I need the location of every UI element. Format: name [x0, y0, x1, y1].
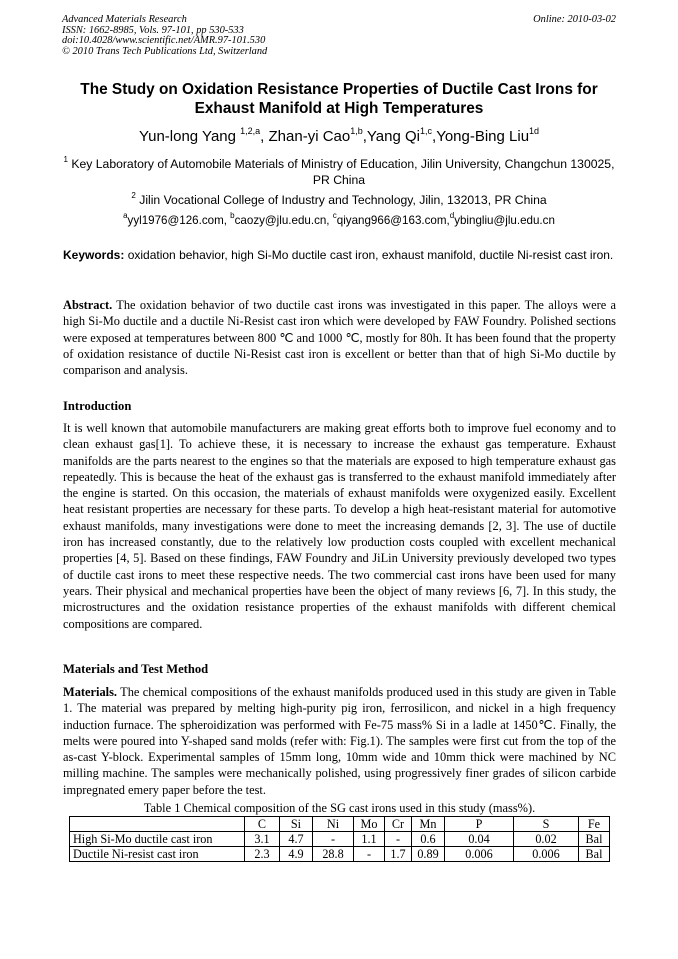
table-header-cell: [70, 817, 245, 832]
table-cell: 0.04: [445, 832, 514, 847]
affiliation-number: 2: [131, 191, 136, 200]
materials-heading: Materials and Test Method: [63, 662, 209, 676]
table-header-row: [70, 817, 610, 832]
keywords-text: oxidation behavior, high Si-Mo ductile cast iron, exhaust manifold, ductile Ni-resist cast iron.: [124, 248, 614, 262]
author-affiliation-mark: 1d: [529, 126, 540, 136]
table-cell: 2.3: [245, 847, 280, 862]
doi-line: doi:10.4028/www.scientific.net/AMR.97-101.530: [62, 35, 266, 47]
composition-table: [69, 816, 610, 862]
table-cell: 1.7: [385, 847, 412, 862]
table-cell: 0.006: [445, 847, 514, 862]
author-list: Yun-long Yang $^{1,2,a}$, Zhan-yi Cao$^{1,b}$,Yang Qi$^{1,c}$,Yong-Bing Liu$^{1d}$: [138, 126, 540, 145]
table-cell: 0.89: [412, 847, 445, 862]
copyright-line: © 2010 Trans Tech Publications Ltd, Switzerland: [62, 45, 268, 57]
title-line-2: Exhaust Manifold at High Temperatures: [194, 100, 484, 117]
table-cell: High Si-Mo ductile cast iron: [70, 832, 245, 847]
email-mark: a: [123, 211, 128, 220]
materials-paragraph: [63, 684, 616, 798]
table-header-cell: C: [245, 817, 280, 832]
affiliation-text: Jilin Vocational College of Industry and Technology, Jilin, 132013, PR China: [139, 193, 547, 207]
table-cell: 0.006: [514, 847, 579, 862]
journal-name: Advanced Materials Research: [62, 14, 187, 25]
author-affiliation-mark: 1,2,a: [240, 126, 261, 136]
table-cell: Bal: [579, 847, 610, 862]
email-address[interactable]: ybingliu@jlu.edu.cn: [454, 214, 555, 227]
table-cell: Bal: [579, 832, 610, 847]
author-emails: [60, 213, 618, 229]
table-cell: -: [385, 832, 412, 847]
materials-text: The chemical compositions of the exhaust manifolds produced used in this study are given in Table 1. The material was prepared by melting high-purity pig iron, ferrosilicon, and nickel in a high frequency induction furnace. The spheroidization was performed with Fe-75 mass% Si in a ladle at 1450℃. Finally, the melts were poured into Y-shaped sand molds (refer with: Fig.1). The samples were first cut from the top of the as-cast Y-block. Experimental samples of 15mm long, 10mm wide and 10mm thick were machined by NC milling machine. The samples were mechanically polished, using progressively finer grades of silicon carbide impregnated emery paper before the test.: [63, 685, 616, 797]
online-date: Online: 2010-03-02: [533, 14, 616, 25]
table-caption: Table 1 Chemical composition of the SG cast irons used in this study (mass%).: [143, 801, 536, 815]
table-header-cell: S: [514, 817, 579, 832]
table-row: [70, 832, 610, 847]
keywords: [63, 248, 616, 263]
title-line-1: The Study on Oxidation Resistance Properties of Ductile Cast Irons for: [80, 81, 598, 98]
table-cell: 4.9: [280, 847, 313, 862]
table-header-cell: Fe: [579, 817, 610, 832]
paper-title: [40, 80, 638, 118]
table-header-cell: Ni: [313, 817, 354, 832]
abstract: [63, 297, 616, 378]
materials-label: Materials.: [63, 685, 118, 699]
author-name: Yun-long Yang: [138, 128, 236, 145]
author-affiliation-mark: 1,c: [420, 126, 433, 136]
affiliation-2: [60, 192, 618, 208]
email-mark: c: [332, 211, 337, 220]
email-mark: b: [230, 211, 235, 220]
author-name: Yang Qi: [366, 128, 420, 145]
abstract-text: The oxidation behavior of two ductile cast irons was investigated in this paper. The alloys were a high Si-Mo ductile and a ductile Ni-Resist cast iron which were developed by FAW Foundry. Polished sections were exposed at temperatures between 800 ℃ and 1000 ℃, mostly for 80h. It has been found that the property of oxidation resistance of ductile Ni-Resist cast iron is excellent or better than that of high Si-Mo ductile by comparison and analysis.: [63, 298, 616, 378]
table-cell: -: [313, 832, 354, 847]
table-cell: 0.02: [514, 832, 579, 847]
introduction-heading: Introduction: [63, 399, 132, 413]
table-header-cell: Si: [280, 817, 313, 832]
abstract-label: Abstract.: [63, 298, 113, 312]
affiliation-1: [60, 156, 618, 188]
keywords-label: Keywords:: [63, 248, 125, 262]
email-mark: d: [449, 211, 455, 220]
table-cell: 3.1: [245, 832, 280, 847]
table-cell: 28.8: [313, 847, 354, 862]
table-cell: 0.6: [412, 832, 445, 847]
issn-line: ISSN: 1662-8985, Vols. 97-101, pp 530-533: [62, 24, 244, 36]
author-affiliation-mark: 1,b: [350, 126, 363, 136]
affiliation-number: 1: [63, 155, 68, 164]
author-name: Yong-Bing Liu: [436, 128, 530, 145]
email-address[interactable]: qiyang966@163.com,: [336, 214, 450, 227]
table-cell: 1.1: [354, 832, 385, 847]
table-header-cell: Mo: [354, 817, 385, 832]
table-cell: 4.7: [280, 832, 313, 847]
email-address[interactable]: caozy@jlu.edu.cn,: [234, 214, 333, 227]
journal-header: [62, 15, 616, 57]
table-header-cell: P: [445, 817, 514, 832]
table-cell: -: [354, 847, 385, 862]
email-address[interactable]: yyl1976@126.com,: [127, 214, 231, 227]
table-row: [70, 847, 610, 862]
table-header-cell: Cr: [385, 817, 412, 832]
introduction-text: It is well known that automobile manufacturers are making great efforts both to improve fuel economy and to clean exhaust gas[1]. To achieve these, it is necessary to increase the exhaust gas temperature. Exhaust manifolds are the parts nearest to the engines so that the materials are exposed to high temperature exhaust gas repeatedly. This is because the heat of the exhaust gas is transferred to the exhaust manifold immediately after the engine is started. On this occasion, the materials of exhaust manifolds were oxygenized easily. Excellent heat resistant properties are necessary for these parts. To develop a high heat-resistant material for automotive exhaust manifolds, many investigations were done to meet the increasing demands [2, 3]. The use of ductile iron has increased constantly, due to the relatively low production costs coupled with excellent mechanical properties [4, 5]. Based on these findings, FAW Foundry and JiLin University previously developed two types of ductile cast irons to meet these respective needs. The two commercial cast irons have been used for many years. Their physical and mechanical properties have been the object of many reviews [6, 7]. In this study, the microstructures and the oxidation resistance properties of the exhaust manifolds with different chemical compositions are compared.: [63, 421, 616, 631]
affiliation-text: Key Laboratory of Automobile Materials of Ministry of Education, Jilin University, Changchun 130025, PR China: [71, 157, 615, 187]
table-cell: Ductile Ni-resist cast iron: [70, 847, 245, 862]
author-name: Zhan-yi Cao: [268, 128, 351, 145]
table-header-cell: Mn: [412, 817, 445, 832]
